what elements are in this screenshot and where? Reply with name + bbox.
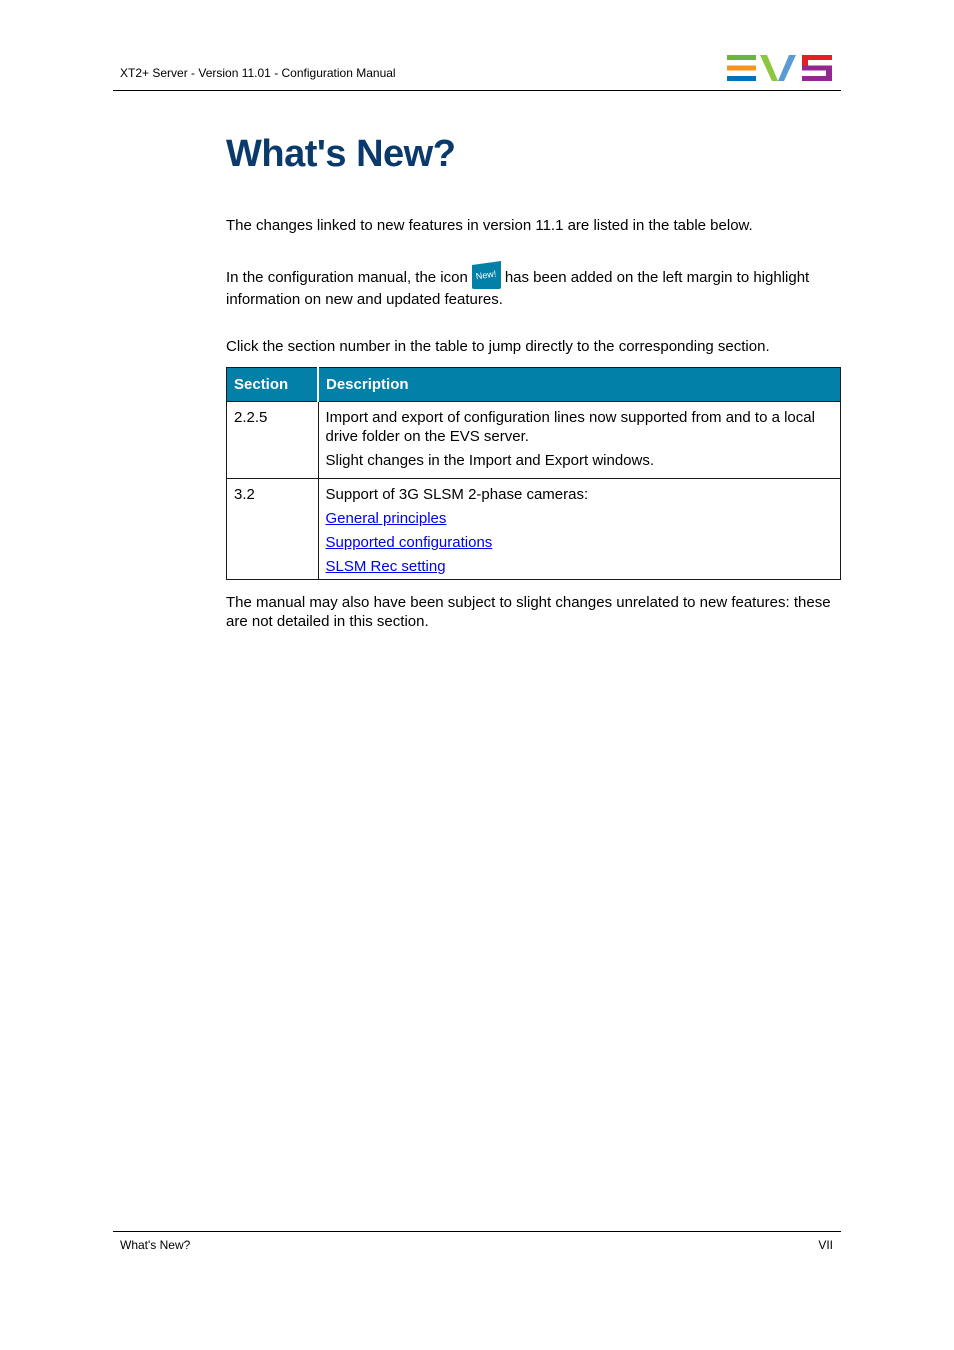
table-header-section: Section (227, 368, 319, 402)
description-line: Support of 3G SLSM 2-phase cameras: (325, 486, 589, 503)
description-cell (318, 402, 841, 479)
description-line: Import and export of configuration lines now supported from and to a local drive folder on the EVS server. (325, 409, 815, 445)
link-line (326, 509, 834, 528)
icon-explanation-paragraph (226, 260, 838, 309)
header-rule (113, 90, 841, 91)
logo-v-right (778, 55, 796, 81)
closing-paragraph: The manual may also have been subject to slight changes unrelated to new features: these are not detailed in this section. (226, 594, 831, 630)
section-number[interactable]: 3.2 (227, 479, 319, 580)
footer-section-name: What's New? (120, 1238, 191, 1252)
table-header-row (227, 368, 841, 402)
click-hint-paragraph: Click the section number in the table to jump directly to the corresponding section. (226, 338, 770, 355)
link-line (326, 533, 834, 552)
link-line (326, 557, 834, 576)
table-row (227, 402, 841, 479)
running-header-title: XT2+ Server - Version 11.01 - Configuration Manual (120, 66, 396, 80)
logo-v-left (760, 55, 778, 81)
new-badge-label: New! (474, 268, 497, 282)
footer-page-number: VII (818, 1238, 833, 1252)
table-row (227, 479, 841, 580)
logo-s-top (802, 55, 832, 66)
logo-e-bar-1 (727, 55, 756, 60)
description-cell (318, 479, 841, 580)
icon-sentence-after: has been added on the left margin to highlight information on new and updated features. (226, 269, 810, 308)
description-line: Slight changes in the Import and Export windows. (325, 452, 655, 469)
changes-table (226, 367, 841, 580)
page-title: What's New? (226, 133, 456, 175)
evs-logo (726, 54, 834, 82)
link-supported-configurations[interactable]: Supported configurations (325, 534, 493, 551)
logo-e-bar-2 (727, 66, 756, 71)
link-slsm-rec-setting[interactable]: SLSM Rec setting (325, 558, 446, 575)
logo-e-bar-3 (727, 76, 756, 81)
section-number[interactable]: 2.2.5 (227, 402, 319, 479)
link-general-principles[interactable]: General principles (325, 510, 447, 527)
logo-s-bottom (802, 66, 832, 82)
table-header-description: Description (318, 368, 841, 402)
icon-sentence-before: In the configuration manual, the icon (226, 269, 468, 286)
intro-paragraph: The changes linked to new features in version 11.1 are listed in the table below. (226, 217, 753, 234)
footer-rule (113, 1231, 841, 1232)
new-badge-icon (470, 260, 503, 290)
